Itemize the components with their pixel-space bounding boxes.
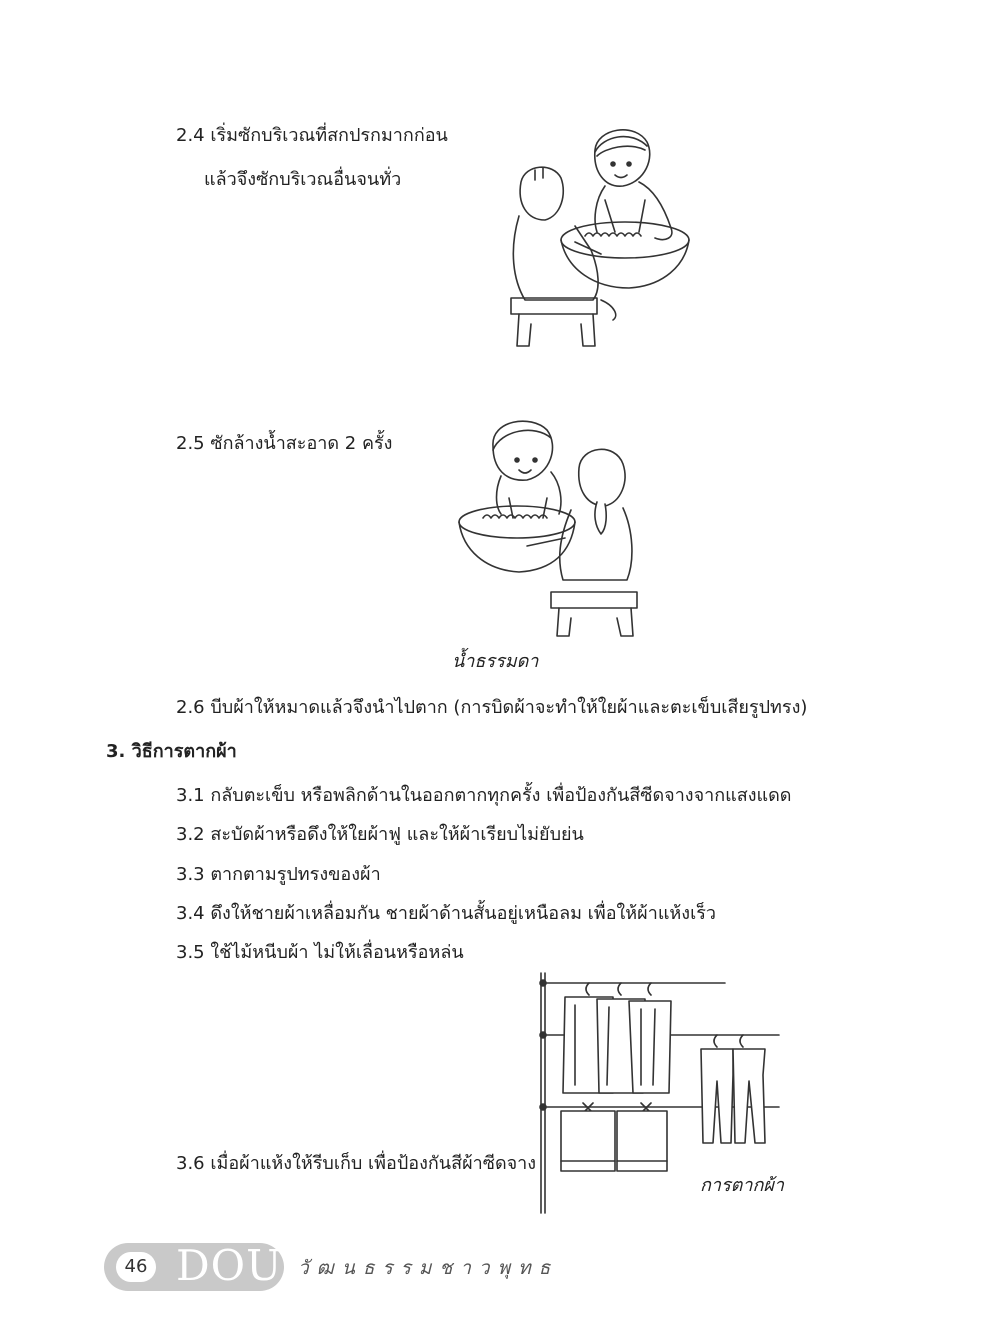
page-number: 46 bbox=[116, 1252, 156, 1282]
step-3-5: 3.5 ใช้ไม้หนีบผ้า ไม่ให้เลื่อนหรือหล่น bbox=[176, 942, 464, 963]
washing-illustration-1 bbox=[505, 120, 700, 355]
step-2-4-line-2: แล้วจึงซักบริเวณอื่นจนทั่ว bbox=[204, 169, 402, 190]
footer-book-title: วัฒนธรรมชาวพุทธ bbox=[298, 1257, 559, 1279]
step-3-3: 3.3 ตากตามรูปทรงของผ้า bbox=[176, 864, 381, 885]
washing-illustration-2 bbox=[455, 410, 645, 640]
step-3-6: 3.6 เมื่อผ้าแห้งให้รีบเก็บ เพื่อป้องกันสีผ้าซีดจาง bbox=[176, 1153, 537, 1174]
caption-plain-water: น้ำธรรมดา bbox=[452, 651, 539, 672]
section-3-heading: 3. วิธีการตากผ้า bbox=[106, 741, 237, 762]
step-2-6: 2.6 บีบผ้าให้หมาดแล้วจึงนำไปตาก (การบิดผ้าจะทำให้ใยผ้าและตะเข็บเสียรูปทรง) bbox=[176, 697, 808, 718]
caption-drying-clothes: การตากผ้า bbox=[700, 1175, 785, 1196]
step-2-4-line-1: 2.4 เริ่มซักบริเวณที่สกปรกมากก่อน bbox=[176, 125, 448, 146]
step-3-1: 3.1 กลับตะเข็บ หรือพลิกด้านในออกตากทุกครั้ง เพื่อป้องกันสีซีดจางจากแสงแดด bbox=[176, 785, 792, 806]
step-3-2: 3.2 สะบัดผ้าหรือดึงให้ใยผ้าฟู และให้ผ้าเรียบไม่ยับย่น bbox=[176, 824, 584, 845]
brand-logo-text: DOU bbox=[176, 1241, 283, 1290]
step-2-5: 2.5 ซักล้างน้ำสะอาด 2 ครั้ง bbox=[176, 433, 393, 454]
step-3-4: 3.4 ดึงให้ชายผ้าเหลื่อมกัน ชายผ้าด้านสั้นอยู่เหนือลม เพื่อให้ผ้าแห้งเร็ว bbox=[176, 903, 716, 924]
